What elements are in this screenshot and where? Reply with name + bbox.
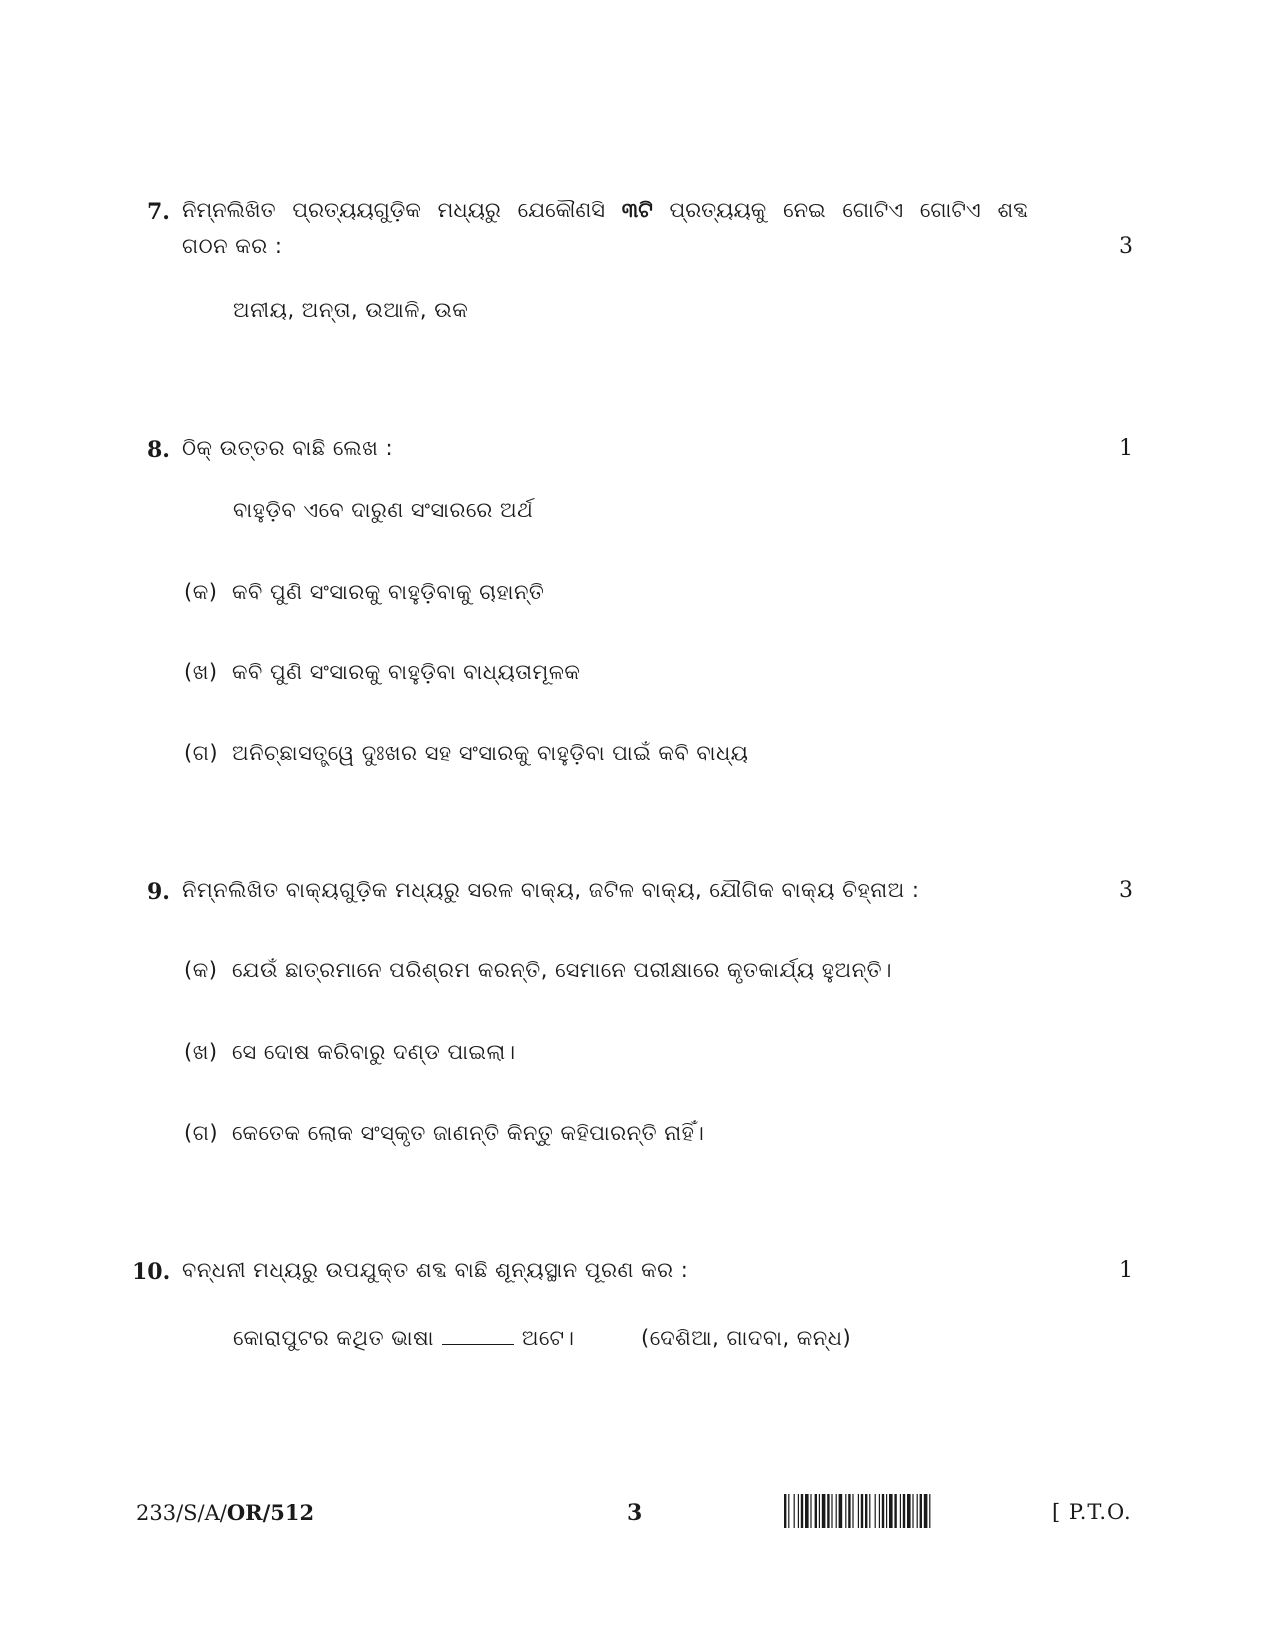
question-8-text: ଠିକ୍ ଉତ୍ତର ବାଛି ଲେଖ : xyxy=(182,436,394,460)
barcode-bar xyxy=(882,1494,884,1528)
barcode-bar xyxy=(794,1494,795,1528)
barcode-bar xyxy=(848,1494,850,1528)
barcode-bar xyxy=(879,1494,880,1528)
option-text: କବି ପୁଣି ସଂସାରକୁ ବାହୁଡ଼ିବା ବାଧ୍ୟତାମୂଳକ xyxy=(232,660,581,684)
question-7-marks: 3 xyxy=(1119,234,1133,259)
barcode-bar xyxy=(924,1494,928,1528)
question-9-option-kha xyxy=(184,1040,516,1065)
option-text: ସେ ଦୋଷ କରିବାରୁ ଦଣ୍ଡ ପାଇଲା। xyxy=(232,1040,516,1064)
sentence-start: କୋରାପୁଟର କଥିତ ଭାଷା xyxy=(233,1326,434,1350)
barcode-bar xyxy=(801,1494,803,1528)
paper-code-bold: OR/512 xyxy=(226,1500,315,1525)
barcode-bar xyxy=(907,1494,911,1528)
question-9-option-ga xyxy=(184,1121,704,1146)
question-9-text: ନିମ୍ନଲିଖିତ ବାକ୍ୟଗୁଡ଼ିକ ମଧ୍ୟରୁ ସରଳ ବାକ୍ୟ, ଜଟିଳ ବାକ୍ୟ, ଯୌଗିକ ବାକ୍ୟ ଚିହ୍ନାଅ : xyxy=(182,878,920,902)
option-label: (ଖ) xyxy=(184,1040,218,1064)
q7-word: ମଧ୍ୟରୁ xyxy=(437,198,501,222)
q7-word-bold: ୩ଟି xyxy=(621,198,653,222)
barcode-bar xyxy=(845,1494,846,1528)
question-8-option-ka xyxy=(184,580,544,605)
barcode-bar xyxy=(920,1494,922,1528)
page-number: 3 xyxy=(627,1500,643,1526)
pto-marker: [ P.T.O. xyxy=(1052,1500,1132,1524)
question-8-marks: 1 xyxy=(1119,436,1133,461)
question-10-number: 10. xyxy=(132,1259,171,1285)
barcode-bar xyxy=(827,1494,829,1528)
question-8-number: 8. xyxy=(147,437,170,463)
q7-word: ପ୍ରତ୍ୟୟଗୁଡ଼ିକ xyxy=(292,198,421,222)
barcode-bar xyxy=(839,1494,843,1528)
option-text: କବି ପୁଣି ସଂସାରକୁ ବାହୁଡ଼ିବାକୁ ଚାହାନ୍ତି xyxy=(232,580,545,604)
barcode-bar xyxy=(886,1494,887,1528)
question-9-marks: 3 xyxy=(1119,878,1133,903)
barcode-bar xyxy=(852,1494,853,1528)
barcode-icon xyxy=(784,1494,1042,1528)
paper-code xyxy=(136,1500,314,1525)
barcode-bar xyxy=(819,1494,820,1528)
question-10-sentence xyxy=(233,1326,574,1351)
barcode-bar xyxy=(815,1494,817,1528)
question-9-option-ka xyxy=(184,958,892,983)
sentence-end: ଅଟେ। xyxy=(521,1326,575,1350)
question-10-choices: (ଦେଶିଆ, ଗାଦବା, କନ୍ଧ) xyxy=(641,1326,852,1350)
option-text: ଯେଉଁ ଛାତ୍ରମାନେ ପରିଶ୍ରମ କରନ୍ତି, ସେମାନେ ପରୀକ୍ଷାରେ କୃତକାର୍ଯ୍ୟ ହୁଅନ୍ତି। xyxy=(232,958,893,982)
barcode-bar xyxy=(810,1494,811,1528)
question-7-number: 7. xyxy=(147,199,170,225)
q7-word: ପ୍ରତ୍ୟୟକୁ xyxy=(669,198,767,222)
barcode-bar xyxy=(798,1494,799,1528)
barcode-bar xyxy=(889,1494,893,1528)
barcode-bar xyxy=(784,1494,786,1528)
q7-word: ନେଇ xyxy=(783,198,826,222)
barcode-bar xyxy=(869,1494,870,1528)
option-label: (ଖ) xyxy=(184,660,218,684)
option-text: ଅନିଚ୍ଛାସତ୍ତ୍ୱେ ଦୁଃଖର ସହ ସଂସାରକୁ ବାହୁଡ଼ିବା ପାଇଁ କବି ବାଧ୍ୟ xyxy=(232,741,749,765)
barcode-bar xyxy=(788,1494,789,1528)
barcode-bar xyxy=(865,1494,867,1528)
barcode-bar xyxy=(875,1494,876,1528)
question-8-phrase: ବାହୁଡ଼ିବ ଏବେ ଦାରୁଣ ସଂସାରରେ ଅର୍ଥ xyxy=(233,498,534,522)
barcode-bar xyxy=(831,1494,832,1528)
q7-word: ଶବ୍ଦ xyxy=(997,198,1028,222)
q7-word: ଗୋଟିଏ xyxy=(842,198,904,222)
barcode-bar xyxy=(858,1494,859,1528)
option-text: କେତେକ ଲୋକ ସଂସ୍କୃତ ଜାଣନ୍ତି କିନ୍ତୁ କହିପାରନ୍ତି ନାହିଁ। xyxy=(232,1121,705,1145)
q7-word: ଗୋଟିଏ xyxy=(919,198,981,222)
option-label: (ଗ) xyxy=(184,1121,219,1145)
option-label: (କ) xyxy=(184,580,218,604)
barcode-bar xyxy=(836,1494,837,1528)
barcode-bar xyxy=(900,1494,901,1528)
barcode-bar xyxy=(917,1494,918,1528)
question-9-number: 9. xyxy=(147,879,170,905)
barcode-bar xyxy=(861,1494,863,1528)
question-7-text-line2: ଗଠନ କର : xyxy=(182,234,283,258)
fill-blank xyxy=(442,1328,514,1345)
barcode-bar xyxy=(894,1494,896,1528)
option-label: (ଗ) xyxy=(184,741,219,765)
question-10-text: ବନ୍ଧନୀ ମଧ୍ୟରୁ ଉପଯୁକ୍ତ ଶବ୍ଦ ବାଛି ଶୂନ୍ୟସ୍ଥାନ ପୂରଣ କର : xyxy=(182,1258,689,1282)
question-8-option-ga xyxy=(184,741,749,766)
barcode-bars xyxy=(784,1494,930,1528)
question-10-marks: 1 xyxy=(1119,1258,1133,1283)
q7-word: ନିମ୍ନଲିଖିତ xyxy=(182,198,276,222)
barcode-bar xyxy=(929,1494,930,1528)
question-7-text-line1 xyxy=(182,198,1028,223)
question-8-option-kha xyxy=(184,660,580,685)
barcode-bar xyxy=(903,1494,905,1528)
barcode-bar xyxy=(912,1494,913,1528)
option-label: (କ) xyxy=(184,958,218,982)
paper-code-prefix: 233/S/A/ xyxy=(136,1501,227,1525)
barcode-bar xyxy=(822,1494,826,1528)
question-7-suffix-list: ଅନୀୟ, ଅନ୍ତା, ଉଆଳି, ଉକ xyxy=(233,298,469,322)
q7-word: ଯେକୌଣସି xyxy=(517,198,605,222)
barcode-bar xyxy=(805,1494,809,1528)
